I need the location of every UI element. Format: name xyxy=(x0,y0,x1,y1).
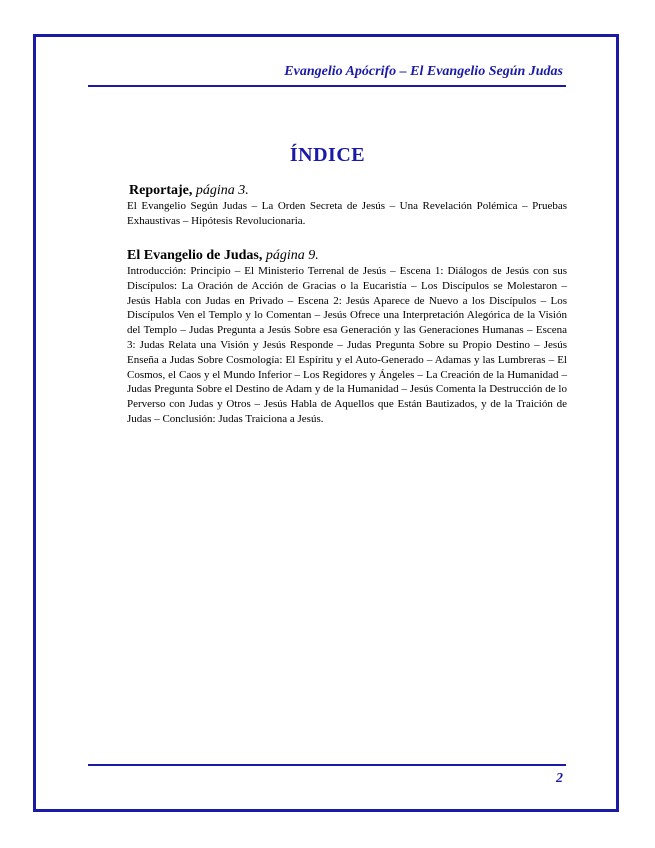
index-entry-heading xyxy=(127,247,567,264)
footer-divider xyxy=(88,764,566,766)
header-divider xyxy=(88,85,566,87)
index-entry-page-ref: página 9. xyxy=(265,248,319,263)
index-entry-title: Reportaje, xyxy=(129,183,193,198)
index-entry-evangelio xyxy=(127,247,567,427)
index-entry-heading xyxy=(127,182,567,199)
index-entry-page-ref: página 3. xyxy=(195,183,249,198)
page-title: ÍNDICE xyxy=(289,144,366,166)
running-header: Evangelio Apócrifo – El Evangelio Según Judas xyxy=(284,64,563,79)
page-number: 2 xyxy=(556,771,563,786)
index-entry-description: El Evangelio Según Judas – La Orden Secreta de Jesús – Una Revelación Polémica – Pruebas Exhaustivas – Hipótesis Revolucionaria. xyxy=(127,200,567,227)
index-entry-description: Introducción: Principio – El Ministerio Terrenal de Jesús – Escena 1: Diálogos de Jesús con sus Discípulos: La Oración de Acción de Gracias o la Eucaristía – Los Discípulos se Molestaron – Jesús Habla con Judas en Privado – Escena 2: Jesús Aparece de Nuevo a los Discípulos – Los Discípulos Ven el Templo y lo Comentan – Jesús Ofrece una Interpretación Alegórica de la Visión del Templo – Judas Pregunta a Jesús Sobre esa Generación y las Generaciones Humanas – Escena 3: Judas Relata una Visión y Jesús Responde – Judas Pregunta Sobre su Propio Destino – Jesús Enseña a Judas Sobre Cosmología: El Espíritu y el Auto-Generado – Adamas y las Lumbreras – El Cosmos, el Caos y el Mundo Inferior – Los Regidores y Ángeles – La Creación de la Humanidad – Judas Pregunta Sobre el Destino de Adam y de la Humanidad – Jesús Comenta la Destrucción de lo Perverso con Judas y Otros – Jesús Habla de Aquellos que Están Bautizados, y de la Traición de Judas – Conclusión: Judas Traiciona a Jesús. xyxy=(127,265,567,425)
index-entry-reportaje xyxy=(127,182,567,229)
index-entry-title: El Evangelio de Judas, xyxy=(127,248,263,263)
